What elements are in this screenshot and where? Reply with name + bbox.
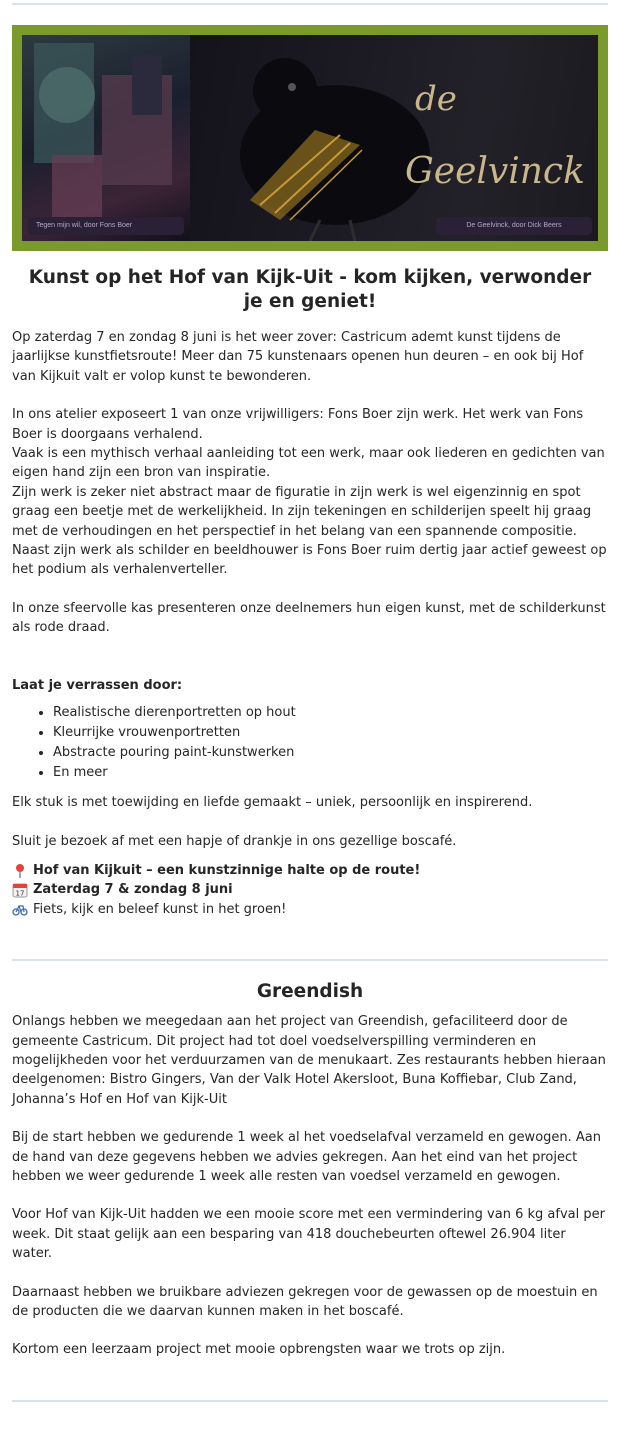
section-title: Greendish [256, 981, 364, 1003]
top-divider [12, 3, 608, 5]
calendar-icon-text: 17 [15, 889, 25, 898]
list-item: • En meer [53, 763, 608, 783]
date-line [12, 880, 608, 899]
paragraph: Naast zijn werk als schilder en beeldhouwer is Fons Boer ruim dertig jaar actief geweest op het podium als verhalenverteller. [12, 543, 607, 578]
paragraph: In ons atelier exposeert 1 van onze vrijwilligers: Fons Boer zijn werk. Het werk van Fons Boer is doorgaans verhalend. [12, 407, 584, 442]
pin-icon [12, 863, 28, 879]
date-text: Zaterdag 7 & zondag 8 juni [33, 882, 233, 898]
bicycle-icon [12, 901, 28, 917]
paragraph: Zijn werk is zeker niet abstract maar de figuratie in zijn werk is wel eigenzinnig en spot graag een beetje met de werkelijkheid. In zijn tekeningen en schilderijen speelt hij graag met de verhoudingen en het perspectief in het belang van een spannende compositie. [12, 484, 592, 539]
feature-list [12, 703, 608, 783]
paragraph: Kortom een leerzaam project met mooie opbrengsten waar we trots op zijn. [12, 1342, 506, 1358]
section-divider [12, 959, 608, 961]
bike-text: Fiets, kijk en beleef kunst in het groen! [33, 901, 287, 917]
list-item: • Kleurrijke vrouwenportretten [53, 723, 608, 743]
list-item: • Abstracte pouring paint-kunstwerken [53, 743, 608, 763]
painting-right [190, 35, 598, 241]
calendar-icon [12, 882, 28, 898]
hero-title-de: de [415, 79, 457, 119]
paragraph: Daarnaast hebben we bruikbare adviezen gekregen voor de gewassen op de moestuin en de producten die we daarvan kunnen maken in het boscafé. [12, 1284, 598, 1319]
paragraph: Bij de start hebben we gedurende 1 week al het voedselafval verzameld en gewogen. Aan de hand van deze gegevens hebben we advies gekregen. Aan het eind van het project hebben we weer gedurende 1 week alle resten van voedsel verzameld en gewogen. [12, 1130, 601, 1184]
bike-line [12, 900, 608, 919]
paragraph: Sluit je bezoek af met een hapje of drankje in ons gezellige boscafé. [12, 833, 457, 849]
hero-title-name: Geelvinck [405, 151, 585, 192]
location-text: Hof van Kijkuit – een kunstzinnige halte op de route! [33, 862, 421, 878]
bird-painting [190, 35, 598, 241]
intro-paragraph: Op zaterdag 7 en zondag 8 juni is het weer zover: Castricum ademt kunst tijdens de jaarlijkse kunstfietsroute! Meer dan 75 kunstenaars openen hun deuren – en ook bij Hof van Kijkuit valt er volop kunst te bewonderen. [12, 330, 584, 384]
paragraph: Elk stuk is met toewijding en liefde gemaakt – uniek, persoonlijk en inspirerend. [12, 795, 533, 811]
paragraph: In onze sfeervolle kas presenteren onze deelnemers hun eigen kunst, met de schilderkunst als rode draad. [12, 600, 606, 636]
caption-left: Tegen mijn wil, door Fons Boer [28, 217, 184, 235]
painting-left-art [22, 35, 190, 241]
painting-left [22, 35, 190, 241]
paragraph: Onlangs hebben we meegedaan aan het project van Greendish, gefaciliteerd door de gemeente Castricum. Dit project had tot doel voedselverspilling verminderen en mogelijkheden voor het verduurzamen van de menukaart. Zes restaurants hebben hieraan deelgenomen: Bistro Gingers, Van der Valk Hotel Akersloot, Buna Koffiebar, Club Zand, Johanna’s Hof en Hof van Kijk-Uit [12, 1014, 606, 1107]
article-title: Kunst op het Hof van Kijk-Uit - kom kijken, verwonder je en geniet! [28, 267, 592, 312]
caption-right: De Geelvinck, door Dick Beers [436, 217, 592, 235]
hero-image [22, 35, 598, 241]
paragraph: Vaak is een mythisch verhaal aanleiding tot een werk, maar ook liederen en gedichten van eigen hand zijn een bron van inspiratie. [12, 446, 605, 481]
location-line [12, 861, 608, 880]
paragraph: Voor Hof van Kijk-Uit hadden we een mooie score met een vermindering van 6 kg afval per week. Dit staat gelijk aan een besparing van 418 douchebeurten oftewel 26.904 liter water. [12, 1207, 605, 1262]
bottom-divider [12, 1400, 608, 1402]
hero-banner [12, 25, 608, 251]
article-body [0, 328, 620, 919]
list-heading: Laat je verrassen door: [12, 677, 183, 693]
greendish-body [0, 1012, 620, 1360]
list-item: • Realistische dierenportretten op hout [53, 703, 608, 723]
